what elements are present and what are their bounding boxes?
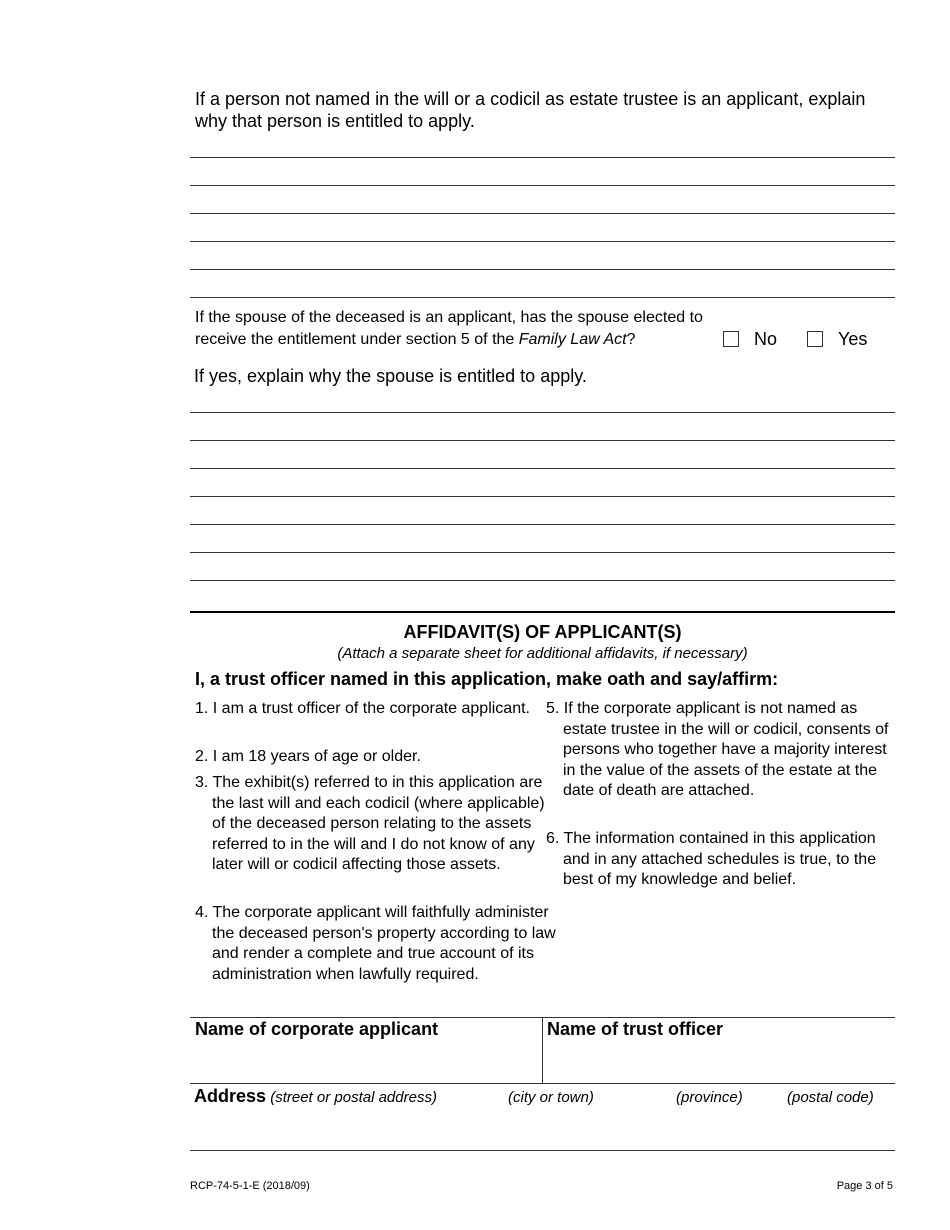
- address-bottom-border: [190, 1150, 895, 1151]
- answer-line[interactable]: [190, 213, 895, 214]
- yes-label: Yes: [838, 329, 868, 349]
- oath-statement: I, a trust officer named in this application, make oath and say/affirm:: [195, 669, 779, 689]
- spouse-election-question: If the spouse of the deceased is an applicant, has the spouse elected to receive the entitlement under section 5 of the Family Law Act?: [195, 309, 703, 348]
- affidavit-subtitle: (Attach a separate sheet for additional affidavits, if necessary): [337, 645, 748, 662]
- corporate-applicant-field[interactable]: Name of corporate applicant: [195, 1019, 439, 1039]
- page-number: Page 3 of 5: [836, 1180, 893, 1192]
- postal-code-label[interactable]: (postal code): [787, 1089, 874, 1106]
- answer-line[interactable]: [190, 297, 895, 298]
- name-block-divider: [542, 1017, 543, 1083]
- answer-line[interactable]: [190, 412, 895, 413]
- affidavit-item-6: 6. The information contained in this application and in any attached schedules is true, to the best of my knowledge and belief.: [546, 830, 877, 888]
- no-checkbox[interactable]: [723, 331, 739, 347]
- affidavit-title: AFFIDAVIT(S) OF APPLICANT(S): [403, 622, 682, 642]
- answer-line[interactable]: [190, 185, 895, 186]
- section-divider: [190, 611, 895, 613]
- answer-line[interactable]: [190, 269, 895, 270]
- spouse-explain-question: If yes, explain why the spouse is entitled to apply.: [194, 366, 587, 386]
- answer-line[interactable]: [190, 524, 895, 525]
- answer-line[interactable]: [190, 496, 895, 497]
- city-label[interactable]: (city or town): [508, 1089, 594, 1106]
- affidavit-item-2: 2. I am 18 years of age or older.: [195, 748, 421, 765]
- answer-line[interactable]: [190, 241, 895, 242]
- affidavit-item-1: 1. I am a trust officer of the corporate applicant.: [195, 700, 530, 717]
- address-top-border: [190, 1083, 895, 1084]
- non-named-trustee-question: If a person not named in the will or a codicil as estate trustee is an applicant, explain why that person is entitled to apply.: [195, 89, 866, 131]
- address-label: Address: [194, 1086, 267, 1106]
- affidavit-item-5: 5. If the corporate applicant is not named as estate trustee in the will or codicil, consents of persons who together have a majority interest in the value of the assets of the estate at the date of death are attached.: [546, 700, 889, 799]
- province-label[interactable]: (province): [676, 1089, 743, 1106]
- answer-line[interactable]: [190, 157, 895, 158]
- answer-line[interactable]: [190, 580, 895, 581]
- street-label: (street or postal address): [270, 1089, 437, 1106]
- answer-line[interactable]: [190, 468, 895, 469]
- affidavit-item-4: 4. The corporate applicant will faithfully administer the deceased person's property according to law and render a complete and true account of its administration when lawfully required.: [195, 904, 556, 983]
- address-field[interactable]: [194, 1086, 437, 1107]
- trust-officer-field[interactable]: Name of trust officer: [547, 1019, 724, 1039]
- answer-line[interactable]: [190, 552, 895, 553]
- no-label: No: [754, 329, 778, 349]
- answer-line[interactable]: [190, 440, 895, 441]
- affidavit-item-3: 3. The exhibit(s) referred to in this application are the last will and each codicil (where applicable) of the deceased person relating to the assets referred to in the will and I do not know of any later will or codicil affecting those assets.: [195, 774, 545, 873]
- family-law-act-title: Family Law Act: [518, 331, 627, 348]
- yes-checkbox[interactable]: [807, 331, 823, 347]
- form-code: RCP-74-5-1-E (2018/09): [190, 1180, 310, 1192]
